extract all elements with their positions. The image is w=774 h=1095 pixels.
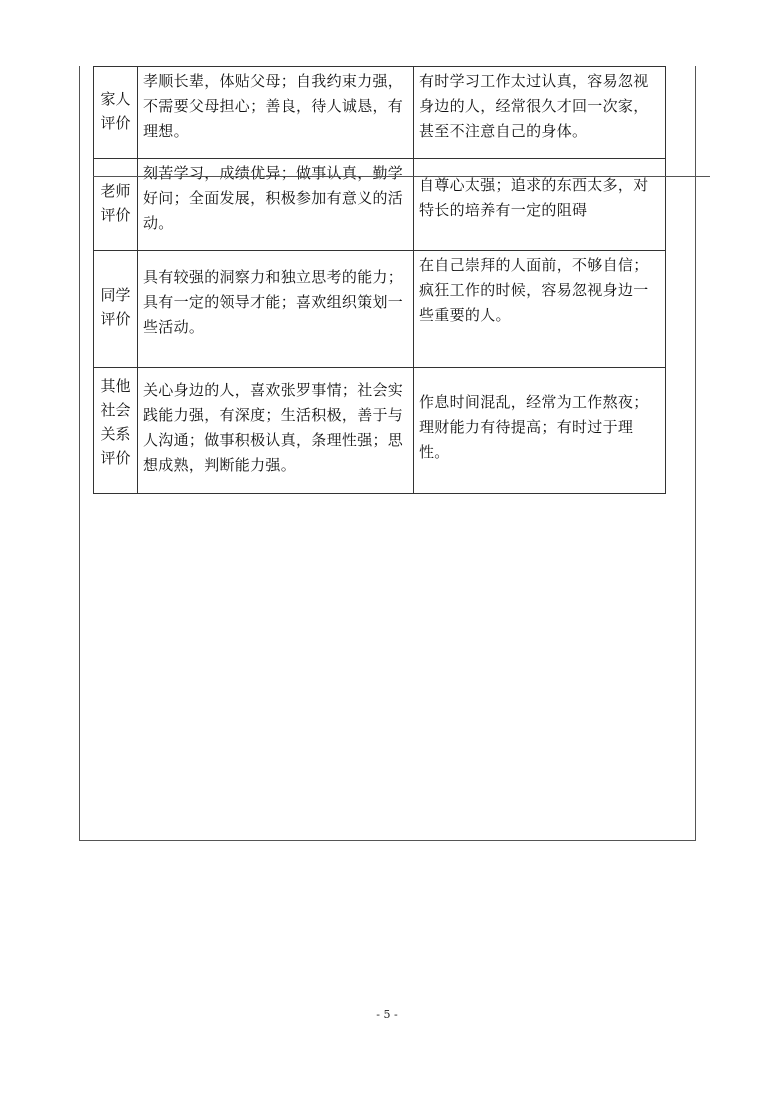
merits-cell <box>138 67 414 159</box>
weaknesses-cell <box>414 159 666 251</box>
weaknesses-cell <box>414 368 666 494</box>
weaknesses-text: 在自己崇拜的人面前，不够自信；疯狂工作的时候，容易忽视身边一些重要的人。 <box>419 256 649 324</box>
weaknesses-text: 作息时间混乱，经常为工作熬夜；理财能力有待提高；有时过于理性。 <box>419 393 649 461</box>
merits-text: 具有较强的洞察力和独立思考的能力；具有一定的领导才能；喜欢组织策划一些活动。 <box>143 268 404 336</box>
merits-cell <box>138 251 414 368</box>
merits-cell <box>138 159 414 251</box>
weaknesses-text: 自尊心太强；追求的东西太多，对特长的培养有一定的阻碍 <box>419 176 649 219</box>
merits-text: 关心身边的人，喜欢张罗事情；社会实践能力强，有深度；生活积极，善于与人沟通；做事积极认真，条理性强；思想成熟，判断能力强。 <box>143 381 404 474</box>
row-label: 同学评价 <box>100 286 131 328</box>
table-row-classmates <box>94 251 666 368</box>
evaluation-table <box>93 66 666 494</box>
row-label: 老师评价 <box>100 182 131 224</box>
row-label-cell <box>94 368 138 494</box>
merits-text: 孝顺长辈，体贴父母；自我约束力强，不需要父母担心；善良，待人诚恳，有理想。 <box>143 72 404 140</box>
weaknesses-cell <box>414 251 666 368</box>
merits-text: 刻苦学习，成绩优异；做事认真，勤学好问；全面发展，积极参加有意义的活动。 <box>143 164 404 232</box>
row-label-cell <box>94 251 138 368</box>
weaknesses-text: 有时学习工作太过认真，容易忽视身边的人，经常很久才回一次家，甚至不注意自己的身体。 <box>419 72 649 140</box>
row-label-cell <box>94 159 138 251</box>
row-label: 其他社会关系评价 <box>100 377 131 467</box>
page-number: - 5 - <box>376 1008 398 1021</box>
row-label-cell <box>94 67 138 159</box>
table-row-teacher <box>94 159 666 251</box>
table-row-social <box>94 368 666 494</box>
table-row-family <box>94 67 666 159</box>
merits-cell <box>138 368 414 494</box>
weaknesses-cell <box>414 67 666 159</box>
horizontal-rule <box>93 176 710 177</box>
row-label: 家人评价 <box>100 90 131 132</box>
